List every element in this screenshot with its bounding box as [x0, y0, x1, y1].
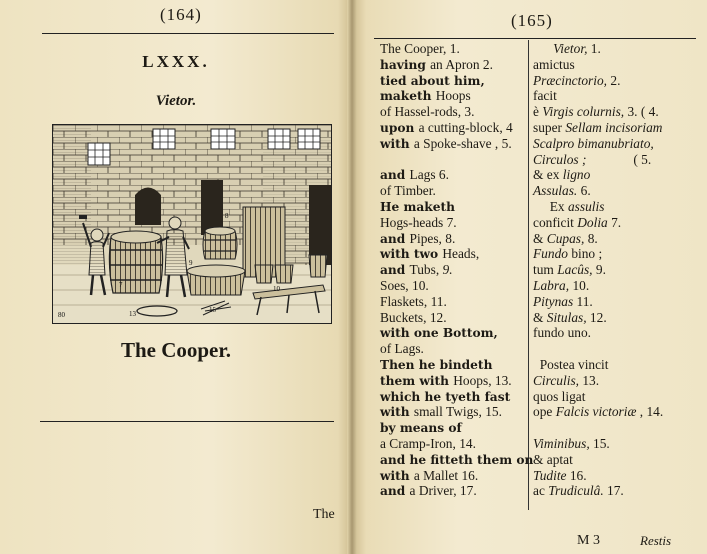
latin-line — [533, 469, 587, 482]
latin-text: 6. — [580, 183, 591, 199]
latin-line — [533, 484, 624, 497]
latin-line — [533, 295, 593, 308]
english-line — [380, 74, 485, 87]
english-text: and — [380, 231, 410, 246]
latin-text: Labra, — [533, 278, 573, 293]
english-text: Tubs, — [409, 262, 443, 278]
english-text: of Hassel-rods, 3. — [380, 104, 475, 120]
english-text: which he tyeth fast — [380, 389, 511, 404]
english-text: Lags 6. — [409, 167, 449, 183]
english-text: Hogs-heads 7. — [380, 214, 457, 230]
english-text: Heads, — [442, 246, 480, 262]
english-line — [380, 421, 462, 434]
english-line — [380, 232, 455, 245]
latin-text: 1. — [590, 41, 601, 56]
latin-text: Virgis colurnis, — [542, 104, 628, 120]
latin-text: Viminibus, — [533, 436, 594, 451]
latin-line — [533, 121, 662, 134]
latin-text: Situlas, — [546, 309, 590, 325]
latin-text: Lacûs, — [557, 262, 596, 278]
latin-text: amictus — [533, 56, 575, 72]
latin-text: 7. — [611, 214, 622, 230]
english-text: Hoops, 13. — [453, 372, 512, 388]
latin-line — [533, 137, 654, 150]
english-text: The Cooper, — [380, 41, 450, 56]
english-line — [380, 484, 477, 497]
illustration-caption: The Cooper. — [120, 338, 232, 362]
english-line — [380, 326, 498, 339]
svg-text:8: 8 — [225, 212, 229, 220]
latin-text: 8. — [587, 230, 598, 246]
latin-text: , 14. — [639, 404, 664, 420]
latin-text: tum — [533, 262, 558, 278]
english-text: and he fitteth them on — [380, 452, 534, 467]
signature-mark: M 3 — [577, 533, 600, 548]
latin-text: & — [533, 230, 547, 246]
english-line — [380, 295, 447, 308]
english-line — [380, 311, 447, 324]
english-line — [380, 437, 476, 450]
english-text: Then he bindeth — [380, 358, 493, 372]
latin-line — [533, 326, 591, 339]
latin-text: & — [533, 309, 547, 325]
english-line — [380, 263, 453, 276]
latin-text: è — [533, 104, 543, 120]
english-text: an Apron — [430, 56, 483, 72]
latin-text: 3. ( 4. — [627, 104, 659, 120]
english-text: and — [380, 484, 410, 499]
svg-text:7: 7 — [119, 281, 123, 289]
latin-text: & ex — [533, 167, 563, 183]
english-line — [380, 374, 512, 387]
english-line — [380, 58, 493, 71]
english-line — [380, 405, 502, 418]
english-text: with — [380, 468, 414, 483]
english-text: He maketh — [380, 200, 455, 214]
latin-text: 9. — [595, 262, 606, 278]
latin-text: Circulos ; — [533, 151, 587, 167]
latin-text: Cupas, — [546, 230, 588, 246]
chapter-number: LXXX. — [142, 52, 210, 71]
latin-text: ligno — [562, 167, 591, 183]
english-line — [380, 342, 424, 355]
latin-line — [533, 437, 610, 450]
english-line — [380, 358, 492, 371]
latin-text: 2. — [610, 72, 621, 88]
latin-line — [533, 279, 589, 292]
latin-text: 16. — [569, 467, 587, 483]
latin-text: bino ; — [571, 246, 603, 262]
left-catchword: The — [313, 507, 335, 522]
latin-line — [533, 153, 651, 166]
latin-line — [533, 184, 591, 197]
latin-line — [533, 89, 557, 102]
latin-text: 10. — [572, 278, 590, 293]
left-page-number: (164) — [160, 5, 202, 24]
english-line — [380, 121, 513, 134]
latin-line — [533, 263, 606, 276]
latin-text: ( 5. — [586, 151, 652, 167]
english-text: and — [380, 168, 410, 183]
left-header-rule — [42, 33, 334, 34]
english-line — [380, 200, 455, 213]
latin-text: 13. — [582, 372, 600, 388]
latin-text: Falcis victoriæ — [555, 404, 640, 420]
english-text: a Cramp-Iron, 14. — [380, 436, 476, 451]
latin-line — [533, 74, 620, 87]
english-text: with one Bottom, — [380, 326, 498, 341]
english-text: Flaskets, 11. — [380, 293, 447, 309]
english-text: Hoops — [435, 88, 471, 104]
latin-text: Scalpro bimanubriato, — [533, 135, 654, 151]
latin-text: Assulas. — [533, 183, 581, 199]
latin-text: Vietor, — [533, 41, 591, 56]
latin-line — [533, 247, 602, 260]
latin-line — [533, 405, 663, 418]
latin-text: 11. — [576, 293, 593, 309]
english-text: with — [380, 136, 414, 151]
english-text: tied about him, — [380, 73, 485, 88]
english-text: a cutting-block, 4 — [418, 120, 513, 135]
english-line — [380, 469, 478, 482]
book-gutter — [347, 0, 357, 554]
english-text: a Mallet 16. — [413, 467, 479, 483]
english-line — [380, 168, 449, 181]
english-line — [380, 247, 479, 260]
english-text: a Spoke-shave , 5. — [413, 135, 512, 151]
latin-text: Postea vincit — [533, 357, 609, 372]
latin-text: & aptat — [533, 451, 573, 467]
latin-text: 15. — [593, 436, 610, 451]
latin-text: Dolia — [577, 214, 612, 230]
latin-text: Tudite — [533, 467, 570, 483]
right-catchword: Restis — [640, 533, 672, 548]
english-line — [380, 184, 436, 197]
english-text: with two — [380, 247, 443, 262]
latin-text: super — [533, 120, 566, 135]
illustration-number-80: 80 — [58, 311, 65, 319]
latin-text: Præcinctorio, — [533, 72, 611, 88]
latin-text: assulis — [567, 199, 605, 214]
latin-text: 17. — [607, 483, 624, 499]
right-header-rule — [374, 38, 696, 39]
latin-text: Ex — [533, 199, 568, 214]
latin-line — [533, 453, 573, 466]
english-line — [380, 279, 429, 292]
latin-line — [533, 232, 598, 245]
english-line — [380, 453, 533, 466]
english-text: small Twigs, 15. — [413, 404, 502, 420]
latin-line — [533, 216, 621, 229]
latin-text: fundo uno. — [533, 325, 592, 341]
english-text: and — [380, 263, 410, 278]
english-text: of Lags. — [380, 341, 424, 357]
cooper-woodcut-illustration — [52, 124, 332, 324]
english-text: upon — [380, 121, 419, 135]
english-text: 9. — [442, 262, 453, 278]
latin-text: facit — [533, 88, 557, 104]
latin-text: Fundo — [533, 246, 572, 262]
latin-text: Trudiculâ. — [548, 483, 608, 499]
english-line — [380, 105, 474, 118]
english-line — [380, 216, 457, 229]
english-text: a Driver, 17. — [409, 483, 477, 499]
latin-text: ope — [533, 404, 556, 420]
latin-title: Vietor. — [155, 93, 197, 109]
latin-text: Pitynas — [533, 293, 577, 309]
english-text: having — [380, 57, 431, 72]
latin-line — [533, 168, 590, 181]
latin-text: 12. — [589, 309, 607, 325]
english-text: Pipes, 8. — [409, 230, 456, 246]
svg-text:10: 10 — [273, 285, 280, 293]
latin-line — [533, 105, 659, 118]
english-text: Buckets, 12. — [380, 309, 447, 325]
english-line — [380, 390, 510, 403]
latin-line — [533, 58, 575, 71]
latin-line — [533, 200, 604, 213]
latin-line — [533, 358, 609, 371]
english-text: 2. — [482, 56, 493, 72]
latin-text: ac — [533, 483, 549, 499]
latin-line — [533, 390, 585, 403]
column-divider — [528, 40, 529, 510]
svg-text:9: 9 — [189, 259, 193, 267]
english-text: maketh — [380, 89, 436, 104]
english-text: them with — [380, 373, 454, 388]
english-line — [380, 137, 512, 150]
latin-text: quos ligat — [533, 388, 586, 404]
english-text: with — [380, 405, 414, 420]
english-line — [380, 89, 471, 102]
svg-text:15: 15 — [209, 306, 216, 314]
english-line — [380, 42, 460, 55]
left-footer-rule — [40, 421, 334, 422]
latin-line — [533, 311, 607, 324]
latin-text: conficit — [533, 214, 578, 230]
english-text: by means of — [380, 421, 462, 436]
latin-line — [533, 374, 599, 387]
svg-text:13: 13 — [129, 310, 136, 318]
english-text: of Timber. — [380, 183, 436, 199]
latin-text: Sellam incisoriam — [565, 120, 663, 135]
latin-line — [533, 42, 601, 55]
english-text: Soes, 10. — [380, 278, 429, 293]
right-page-number: (165) — [511, 11, 553, 30]
english-text: 1. — [449, 41, 460, 56]
latin-text: Circulis, — [533, 372, 583, 388]
